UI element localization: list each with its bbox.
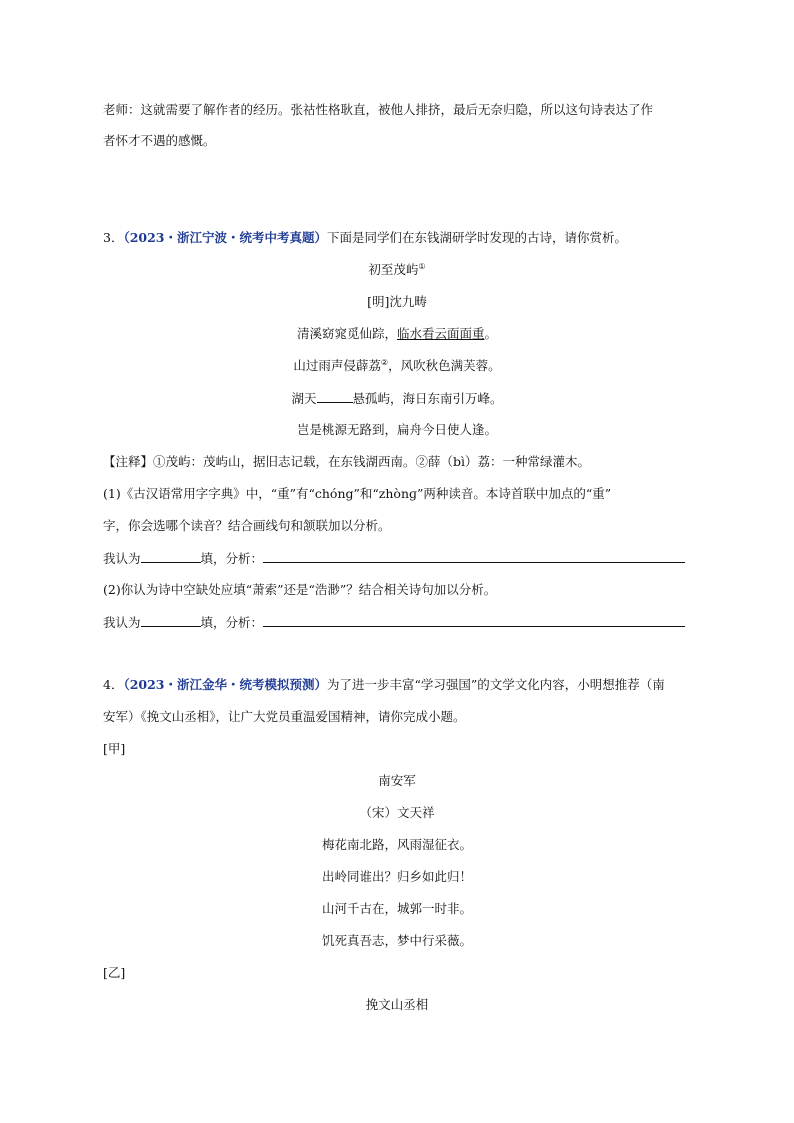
q4-section-yi: [乙] — [103, 965, 126, 980]
q3-number: 3． — [103, 230, 124, 245]
q4-poem-title: 南安军 — [378, 773, 416, 788]
q4-poem2-title: 挽文山丞相 — [365, 997, 429, 1012]
answer-choice-blank-1[interactable] — [141, 550, 201, 563]
q4-poem-line-4: 饥死真吾志，梦中行采薇。 — [321, 933, 472, 948]
q3-poem-title: 初至茂屿① — [368, 261, 426, 277]
teacher-line-1: 老师：这就需要了解作者的经历。张祜性格耿直，被他人排挤，最后无奈归隐，所以这句诗表达了作 — [103, 102, 654, 117]
q3-prompt: 下面是同学们在东钱湖研学时发现的古诗，请你赏析。 — [327, 230, 628, 245]
q3-sub2: (2)你认为诗中空缺处应填“萧索”还是“浩渺”？结合相关诗句加以分析。 — [103, 582, 497, 597]
q3-poem-line-2: 山过雨声侵薜荔②，风吹秋色满芙蓉。 — [293, 357, 501, 373]
q4-prompt-line-2: 安军）《挽文山丞相》，让广大党员重温爱国精神，请你完成小题。 — [103, 709, 466, 724]
q4-poem-line-3: 山河千古在，城郭一时非。 — [321, 901, 472, 916]
q3-source: （2023・浙江宁波・统考中考真题） — [123, 230, 327, 245]
q3-sub1-line-1: (1)《古汉语常用字字典》中，“重”有“chóng”和“zhònɡ”两种读音。本诗首联中加点的“重” — [103, 486, 612, 501]
q3-sub2-answer: 我认为 填，分析： — [103, 614, 685, 631]
q3-poem-line-1: 清溪窈窕觅仙踪，临水看云面面重。 — [296, 326, 498, 341]
analysis-blank-1[interactable] — [263, 550, 685, 563]
q4-poem-author: （宋）文天祥 — [359, 805, 435, 820]
poem-blank[interactable] — [317, 390, 353, 403]
q4-source: （2023・浙江金华・统考模拟预测） — [123, 677, 327, 692]
q4-poem-line-1: 梅花南北路，风雨湿征衣。 — [321, 837, 472, 852]
q4-prompt: 为了进一步丰富“学习强国”的文学文化内容，小明想推荐（南 — [327, 677, 665, 692]
analysis-blank-2[interactable] — [263, 614, 685, 627]
q3-sub1-line-2: 字，你会选哪个读音？结合画线句和颔联加以分析。 — [103, 518, 391, 533]
q4-header — [103, 677, 665, 693]
answer-choice-blank-2[interactable] — [141, 614, 201, 627]
teacher-line-2: 者怀才不遇的感慨。 — [103, 133, 216, 148]
q3-sub1-answer: 我认为 填，分析： — [103, 550, 685, 567]
q4-number: 4． — [103, 677, 124, 692]
q3-notes: 【注释】①茂屿：茂屿山，据旧志记载，在东钱湖西南。②薛（bì）荔：一种常绿灌木。 — [103, 454, 591, 469]
q3-poem-line-4: 岂是桃源无路到，扁舟今日使人逢。 — [296, 422, 497, 437]
q3-poem-author: [明]沈九畴 — [367, 294, 427, 309]
footnote-mark-2: ② — [380, 357, 389, 367]
q3-header — [103, 230, 627, 246]
underlined-line: 临水看云面面重 — [396, 326, 485, 341]
q4-poem-line-2: 出岭同谁出？归乡如此归！ — [321, 869, 472, 884]
footnote-mark-1: ① — [418, 261, 426, 271]
q3-poem-line-3: 湖天 悬孤屿，海日东南引万峰。 — [291, 391, 503, 406]
q4-section-jia: [甲] — [103, 741, 126, 756]
